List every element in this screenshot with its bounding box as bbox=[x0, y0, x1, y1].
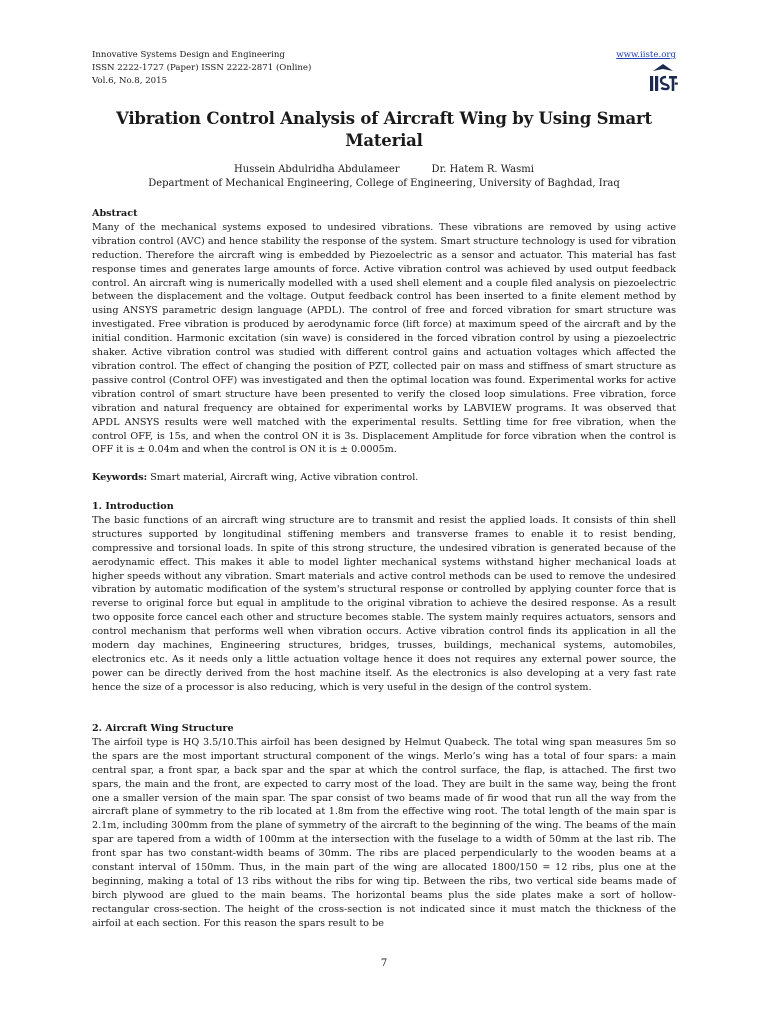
keywords-label: Keywords: bbox=[92, 472, 148, 483]
section-heading: 1. Introduction bbox=[92, 501, 174, 512]
abstract-text: Many of the mechanical systems exposed to undesired vibrations. These vibrations are removed by using active vibration control (AVC) and hence stability the response of the system. Smart structure technology is used for vibration reduction. Therefore the aircraft wing is embedded by Piezoelectric as a sensor and actuator. This material has fast response times and generates large amounts of force. Active vibration control was achieved by used output feedback control. An aircraft wing is numerically modelled with a used shell element and a couple filed analysis on piezoelectric between the displacement and the voltage. Output feedback control has been inserted to a finite element method by using ANSYS parametric design language (APDL). The control of free and forced vibration for smart structure was investigated. Free vibration is produced by aerodynamic force (lift force) at maximum speed of the aircraft and by the initial condition. Harmonic excitation (sin wave) is considered in the forced vibration control by using a piezoelectric shaker. Active vibration control was studied with different control gains and actuation voltages which affected the vibration control. The effect of changing the position of PZT, collected pair on mass and stiffness of smart structure as passive control (Control OFF) was investigated and then the optimal location was found. Experimental works for active vibration control of smart structure have been presented to verify the closed loop simulations. Free vibration, force vibration and natural frequency are obtained for experimental works by LABVIEW programs. It was observed that APDL ANSYS results were well matched with the experimental results. Settling time for free vibration, when the control OFF, is 15s, and when the control ON it is 3s. Displacement Amplitude for force vibration when the control is OFF it is ± 0.04m and when the control is ON it is ± 0.0005m. bbox=[92, 221, 676, 456]
author-list bbox=[92, 163, 676, 177]
section-heading: 2. Aircraft Wing Structure bbox=[92, 723, 234, 734]
journal-volume: Vol.6, No.8, 2015 bbox=[92, 76, 168, 86]
section-wing-structure bbox=[92, 722, 676, 931]
abstract-section bbox=[92, 207, 676, 457]
author-name: Dr. Hatem R. Wasmi bbox=[431, 164, 534, 175]
keywords-line bbox=[92, 471, 676, 485]
journal-issn: ISSN 2222-1727 (Paper) ISSN 2222-2871 (Online) bbox=[92, 63, 312, 73]
section-introduction bbox=[92, 500, 676, 695]
journal-name: Innovative Systems Design and Engineering bbox=[92, 50, 285, 60]
page-number: 7 bbox=[380, 958, 388, 969]
journal-header bbox=[92, 49, 311, 88]
section-body: The airfoil type is HQ 3.5/10.This airfoil has been designed by Helmut Quabeck. The total wing span measures 5m so the spars are the most important structural component of the wings. Merlo’s wing has a total of four spars: a main central spar, a front spar, a back spar and the spar at which the control surface, the flap, is attached. The first two spars, the main and the front, are expected to carry most of the load. They are built in the same way, being the front one a smaller version of the main spar. The spar consist of two beams made of fir wood that run all the way from the aircraft plane of symmetry to the rib located at 1.8m from the effective wing root. The total length of the main spar is 2.1m, including 300mm from the plane of symmetry of the aircraft to the beginning of the wing. The beams of the main spar are tapered from a width of 100mm at the intersection with the fuselage to a width of 50mm at the last rib. The front spar has two constant-width beams of 30mm. The ribs are placed perpendicularly to the wooden beams at a constant interval of 150mm. Thus, in the main part of the wing are allocated 1800/150 = 12 ribs, plus one at the beginning, making a total of 13 ribs without the ribs for wing tip. Between the ribs, two vertical side beams made of birch plywood are glued to the main beams. The horizontal beams plus the side plates make a sort of hollow-rectangular cross-section. The height of the cross-section is not indicated since it must match the thickness of the airfoil at each section. For this reason the spars result to be bbox=[92, 736, 676, 929]
journal-website-link[interactable]: www.iiste.org bbox=[616, 50, 676, 60]
iiste-logo bbox=[648, 63, 678, 95]
keywords-text: Smart material, Aircraft wing, Active vibration control. bbox=[147, 472, 419, 483]
author-affiliation: Department of Mechanical Engineering, College of Engineering, University of Baghdad, Iraq bbox=[148, 178, 620, 189]
section-body: The basic functions of an aircraft wing structure are to transmit and resist the applied loads. It consists of thin shell structures supported by longitudinal stiffening members and transverse frames to enable it to resist bending, compressive and torsional loads. In spite of this strong structure, the undesired vibration is generated because of the aerodynamic effect. This makes it able to model lighter mechanical systems withstand higher mechanical loads at higher speeds without any vibration. Smart materials and active control methods can be used to remove the undesired vibration by automatic modification of the system's structural response or controlled by applying counter force that is reverse to original force but equal in amplitude to the original vibration to achieve the desired response. As a result two opposite force cancel each other and structure becomes stable. The system mainly requires actuators, sensors and control mechanism that performs well when vibration occurs. Active vibration control finds its application in all the modern day machines, Engineering structures, bridges, trusses, buildings, mechanical systems, automobiles, electronics etc. As it needs only a little actuation voltage hence it does not requires any external power source, the power can be directly derived from the host machine itself. As the electronics is also developing at a very fast rate hence the size of a processor is also reducing, which is very useful in the design of the control system. bbox=[92, 514, 676, 693]
abstract-heading: Abstract bbox=[92, 208, 138, 219]
paper-title: Vibration Control Analysis of Aircraft Wing by Using Smart Material bbox=[116, 109, 652, 150]
author-name: Hussein Abdulridha Abdulameer bbox=[234, 164, 400, 175]
